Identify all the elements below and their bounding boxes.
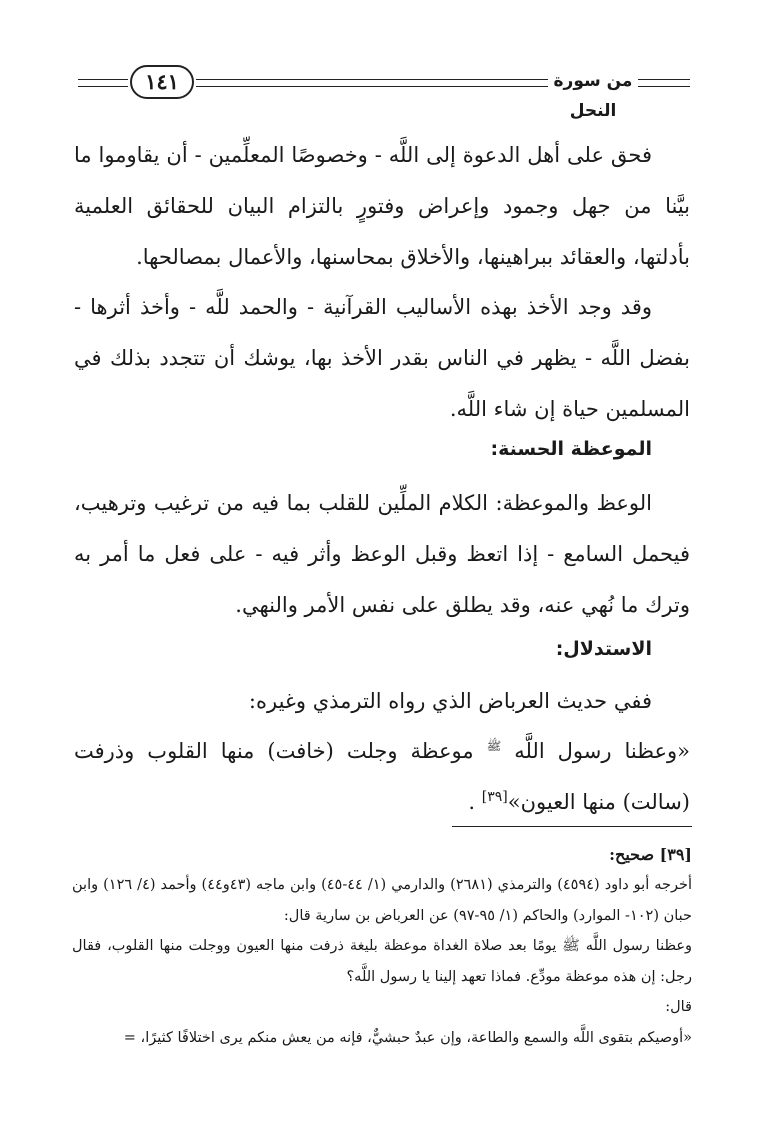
section-heading-mawiza: الموعظة الحسنة: [490,438,652,460]
quote-text [74,726,690,828]
section-heading-istidlal: الاستدلال: [555,638,652,660]
paragraph-definition [74,478,690,631]
footnote-line: «أوصيكم بتقوى اللَّه والسمع والطاعة، وإن عبدٌ حبشيٌّ، فإنه من يعش منكم يرى اختلافًا كثيرًا، = [123,1029,692,1046]
footnote-reference[interactable]: [٣٩] [481,789,508,805]
paragraph-hadith-intro [74,676,690,727]
paragraph-dawah [74,130,690,283]
header-rule-right [638,79,690,87]
paragraph-text: الوعظ والموعظة: الكلام الملِّين للقلب بما فيه من ترغيب وترهيب، فيحمل السامع - إذا اتعظ وقبل الوعظ وأثر فيه - على فعل ما أمر به وترك ما نُهي عنه، وقد يطلق على نفس الأمر والنهي. [74,491,690,617]
paragraph-text: فحق على أهل الدعوة إلى اللَّه - وخصوصًا المعلِّمين - أن يقاوموا ما بيَّنا من جهل وجمود وإعراض وفتورٍ بالتزام البيان للحقائق العلمية بأدلتها، والعقائد ببراهينها، والأخلاق بمحاسنها، والأعمال بمصالحها. [74,143,690,269]
paragraph-hadith-quote [74,726,690,828]
footnote-line: قال: [665,999,692,1015]
paragraph-text: ففي حديث العرباض الذي رواه الترمذي وغيره: [248,689,652,713]
running-title: من سورة النحل [553,71,633,121]
quote-end: . [468,790,476,814]
footnote-line: وعظنا رسول اللَّه ﷺ يومًا بعد صلاة الغداة موعظة بليغة ذرفت منها العيون ووجلت منها القلوب، فقال رجل: إن هذه موعظة مودِّع. فماذا تعهد إلينا يا رسول اللَّه؟ [72,938,692,985]
page-number: ١٤١ [130,65,194,99]
footnote-separator [452,826,692,827]
header-rule-left [78,79,128,87]
footnote-heading: [٣٩] صحيح: [609,845,692,864]
quote-start: «وعظنا رسول اللَّه [514,739,690,763]
paragraph-quranic-methods [74,282,690,435]
footnotes-block [72,870,692,1053]
pbuh-glyph: ﷺ [486,739,502,753]
quote-rest: موعظة وجلت (خافت) منها القلوب وذرفت (سالت) منها العيون» [74,739,690,814]
header-rule-middle [196,79,548,87]
footnote-line: أخرجه أبو داود (٤٥٩٤) والترمذي (٢٦٨١) والدارمي (١/ ٤٤-٤٥) وابن ماجه (٤٣و٤٤) وأحمد (٤/ ١٢٦) وابن حبان (١٠٢- الموارد) والحاكم (١/ ٩٥-٩٧) عن العرباض بن سارية قال: [72,877,692,924]
paragraph-text: وقد وجد الأخذ بهذه الأساليب القرآنية - والحمد للَّه - وأخذ أثرها - بفضل اللَّه - يظهر في الناس بقدر الأخذ بها، يوشك أن تتجدد بذلك في المسلمين حياة إن شاء اللَّه. [74,295,690,421]
page-header [78,62,690,121]
